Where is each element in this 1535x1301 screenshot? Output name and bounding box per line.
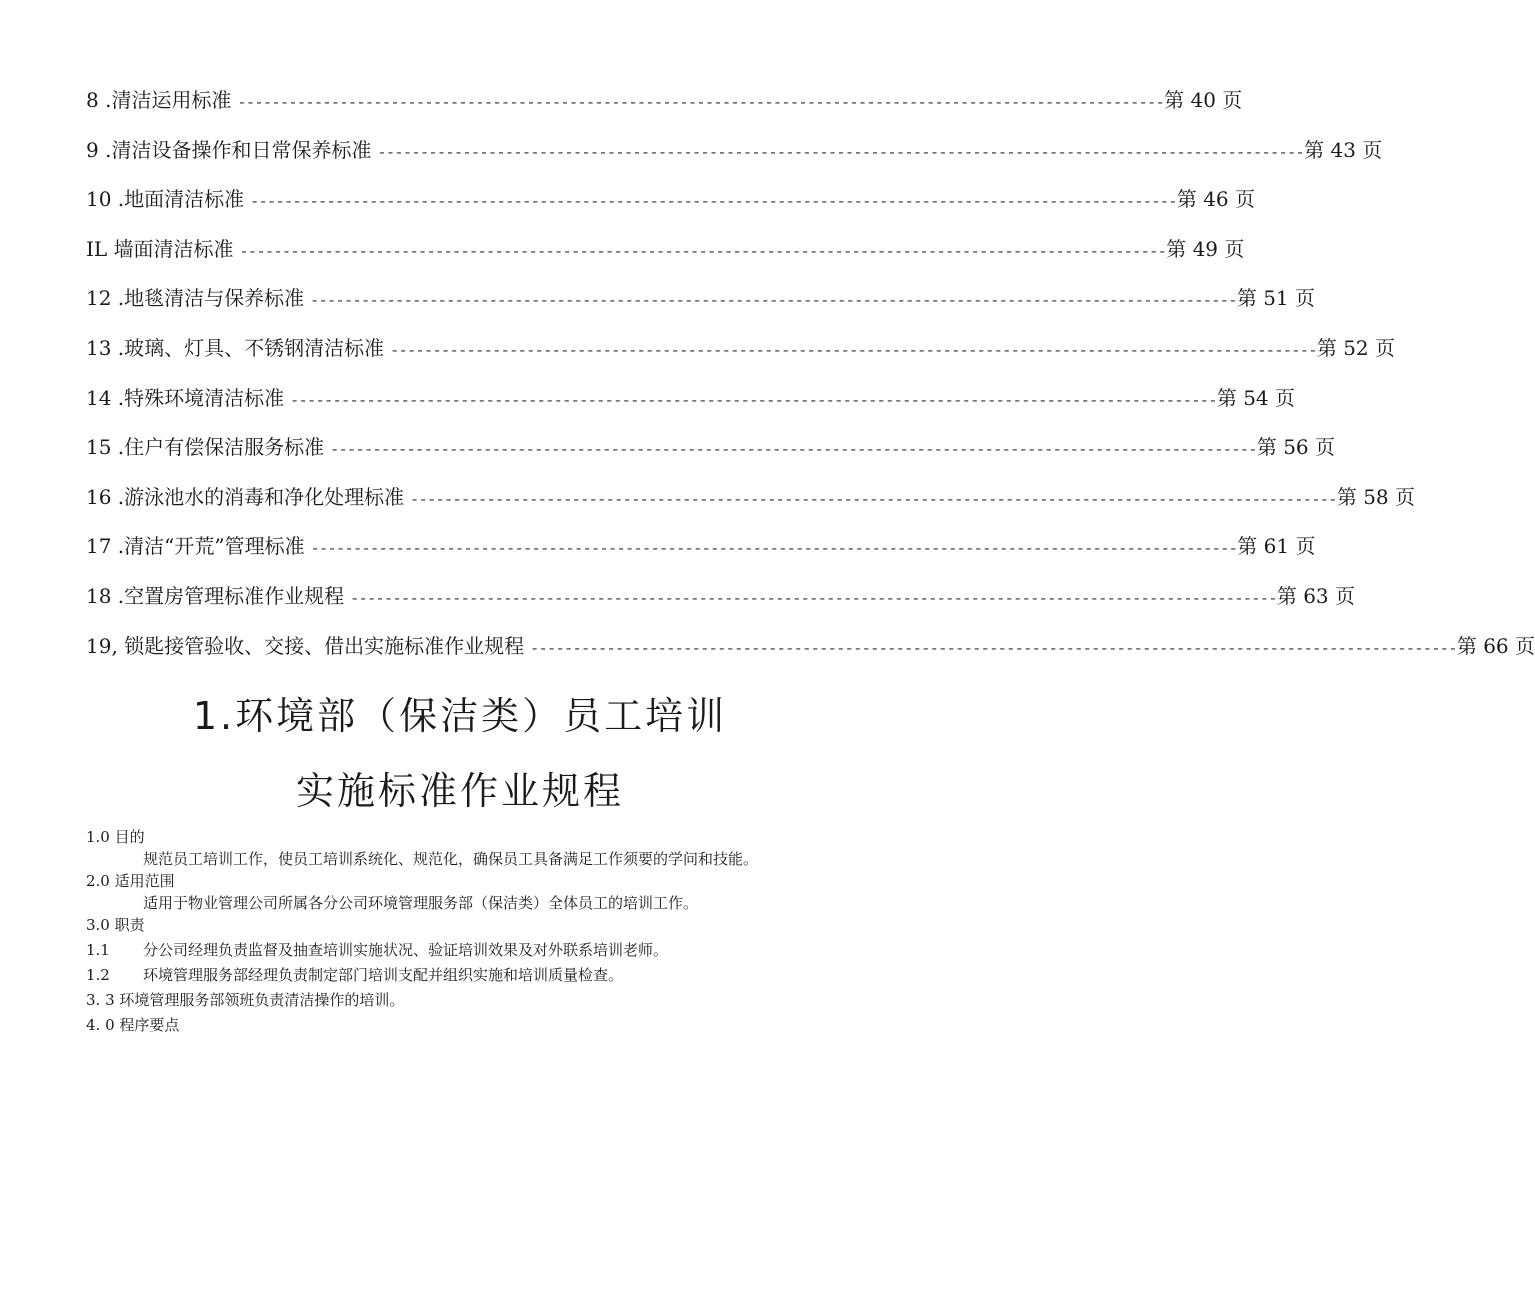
toc-entry[interactable] [86,282,1316,332]
responsibility-item [86,939,846,961]
toc-entry-page: 第 63 页 [1276,583,1356,608]
toc-leader: ------------------------------------------------------------------------------------------------------------- [310,293,1237,311]
toc-entry-page: 第 43 页 [1304,137,1383,162]
toc-leader: ------------------------------------------------------------------------------------------------------------- [377,144,1305,162]
toc-entry-page: 第 52 页 [1316,335,1396,360]
document-title-line-2: 实施标准作业规程 [295,769,624,813]
toc-entry-label: 9 .清洁设备操作和日常保养标准 [86,137,372,162]
responsibility-text: 环境管理服务部经理负责制定部门培训支配并组织实施和培训质量检查。 [143,966,624,984]
toc-entry[interactable] [86,382,1296,432]
toc-entry[interactable] [86,134,1383,184]
toc-entry-label: 14 .特殊环境清洁标准 [86,385,285,410]
toc-entry[interactable] [86,481,1416,531]
section-heading-responsibilities: 3.0 职责 [86,916,145,934]
toc-entry[interactable] [86,183,1256,233]
table-of-contents [86,84,1535,679]
toc-entry[interactable] [86,431,1336,481]
toc-entry[interactable] [86,84,1243,134]
toc-entry-label: 8 .清洁运用标准 [86,88,232,112]
toc-entry-page: 第 51 页 [1236,286,1316,311]
responsibility-item [86,964,846,986]
toc-entry-page: 第 46 页 [1176,187,1256,212]
toc-entry-page: 第 40 页 [1164,88,1243,112]
document-title-line-1: 1.环境部（保洁类）员工培训 [192,694,728,738]
section-heading-scope: 2.0 适用范围 [86,872,175,890]
responsibility-number: 1.1 [86,941,110,959]
toc-entry-label: 10 .地面清洁标准 [86,187,245,212]
document-body [86,826,846,1036]
section-heading-purpose: 1.0 目的 [86,828,145,846]
toc-entry[interactable] [86,530,1316,580]
toc-entry[interactable] [86,233,1245,283]
toc-entry-label: 18 .空置房管理标准作业规程 [86,583,345,608]
responsibility-number: 1.2 [86,966,110,984]
toc-entry[interactable] [86,580,1356,630]
toc-leader: ------------------------------------------------------------------------------------------------------------- [237,95,1165,112]
toc-entry-page: 第 66 页 [1456,633,1535,658]
toc-entry-page: 第 58 页 [1336,484,1416,509]
section-heading-procedure: 4. 0 程序要点 [86,1016,180,1034]
toc-leader: ------------------------------------------------------------------------------------------------------------- [530,640,1457,658]
section-text-scope: 适用于物业管理公司所属各分公司环境管理服务部（保洁类）全体员工的培训工作。 [143,894,699,912]
toc-entry-label: IL 墙面清洁标准 [86,236,234,261]
toc-entry-page: 第 49 页 [1166,236,1245,261]
toc-entry-page: 第 54 页 [1216,385,1296,410]
toc-leader: ------------------------------------------------------------------------------------------------------------- [310,541,1238,559]
toc-entry[interactable] [86,630,1535,680]
toc-leader: ------------------------------------------------------------------------------------------------------------- [390,342,1317,360]
toc-entry-page: 第 61 页 [1237,534,1316,559]
responsibility-item-3-3: 3. 3 环境管理服务部领班负责清洁操作的培训。 [86,991,405,1009]
toc-entry-label: 16 .游泳池水的消毒和净化处理标准 [86,484,405,509]
toc-leader: ------------------------------------------------------------------------------------------------------------- [239,243,1167,261]
toc-entry-label: 15 .住户有偿保洁服务标准 [86,435,325,460]
toc-leader: ------------------------------------------------------------------------------------------------------------- [350,590,1277,608]
toc-entry-label: 17 .清洁“开荒”管理标准 [86,534,305,559]
toc-entry-label: 12 .地毯清洁与保养标准 [86,286,305,311]
section-text-purpose: 规范员工培训工作，使员工培训系统化、规范化，确保员工具备满足工作须要的学问和技能。 [143,850,759,868]
responsibility-text: 分公司经理负责监督及抽查培训实施状况、验证培训效果及对外联系培训老师。 [143,941,669,959]
toc-entry[interactable] [86,332,1396,382]
toc-leader: ------------------------------------------------------------------------------------------------------------- [410,491,1337,509]
toc-entry-page: 第 56 页 [1256,435,1336,460]
toc-entry-label: 19, 锁匙接管验收、交接、借出实施标准作业规程 [86,633,525,658]
toc-leader: ------------------------------------------------------------------------------------------------------------- [330,442,1257,460]
toc-entry-label: 13 .玻璃、灯具、不锈钢清洁标准 [86,335,385,360]
toc-leader: ------------------------------------------------------------------------------------------------------------- [290,392,1217,410]
toc-leader: ------------------------------------------------------------------------------------------------------------- [250,194,1177,212]
